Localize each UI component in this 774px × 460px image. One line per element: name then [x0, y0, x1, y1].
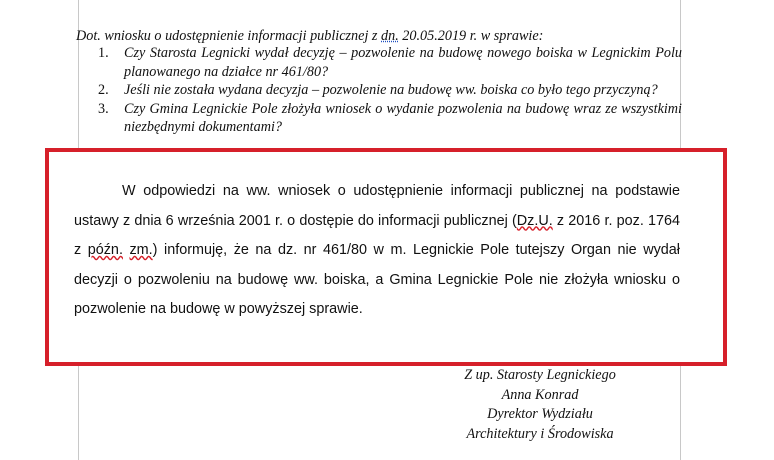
answer-zm: zm. — [129, 242, 153, 258]
question-item-2 — [98, 81, 682, 100]
intro-date-prefix: dn. — [381, 28, 399, 44]
signature-line-3: Dyrektor Wydziału — [487, 406, 593, 422]
signature-line-2: Anna Konrad — [501, 386, 579, 403]
intro-prefix: Dot. wniosku o udostępnienie informacji publicznej z — [76, 28, 382, 44]
answer-part-2: z 2016 r. poz. 1764 z — [74, 212, 680, 258]
question-number: 2. — [98, 82, 109, 98]
answer-dzu: Dz.U. — [516, 212, 553, 229]
signature-line-4: Architektury i Środowiska — [466, 425, 614, 442]
question-item-3 — [98, 100, 682, 137]
answer-part-1: W odpowiedzi na ww. wniosek o udostępnienie informacji publicznej na podstawie ustawy z dnia 6 września 2001 r. o dostępie do informacji publicznej ( — [74, 183, 680, 229]
question-number: 3. — [98, 100, 109, 117]
questions-list — [98, 44, 682, 137]
intro-suffix: 20.05.2019 r. w sprawie: — [398, 28, 544, 44]
question-text: Czy Gmina Legnickie Pole złożyła wniosek o wydanie pozwolenia na budowę wraz ze wszystkimi niezbędnymi dokumentami? — [124, 100, 682, 135]
question-number: 1. — [98, 45, 109, 61]
answer-part-3: ) informuję, że na dz. nr 461/80 w m. Legnickie Pole tutejszy Organ nie wydał decyzji o pozwoleniu na budowę ww. boiska, a Gmina Legnickie Pole nie złożyła wniosku o pozwolenie na budowę w powyższej sprawie. — [74, 242, 680, 317]
answer-paragraph — [74, 177, 680, 325]
question-text: Jeśli nie została wydana decyzja – pozwolenie na budowę ww. boiska co było tego przyczyną? — [124, 82, 658, 98]
question-text: Czy Starosta Legnicki wydał decyzję – pozwolenie na budowę nowego boiska w Legnickim Polu planowanego na działce nr 461/80? — [124, 45, 682, 80]
answer-pozn: późn. — [87, 242, 123, 258]
question-item-1 — [98, 44, 682, 81]
request-reference-line — [76, 27, 686, 45]
signature-block — [440, 366, 640, 444]
signature-line-1: Z up. Starosty Legnickiego — [464, 367, 616, 383]
